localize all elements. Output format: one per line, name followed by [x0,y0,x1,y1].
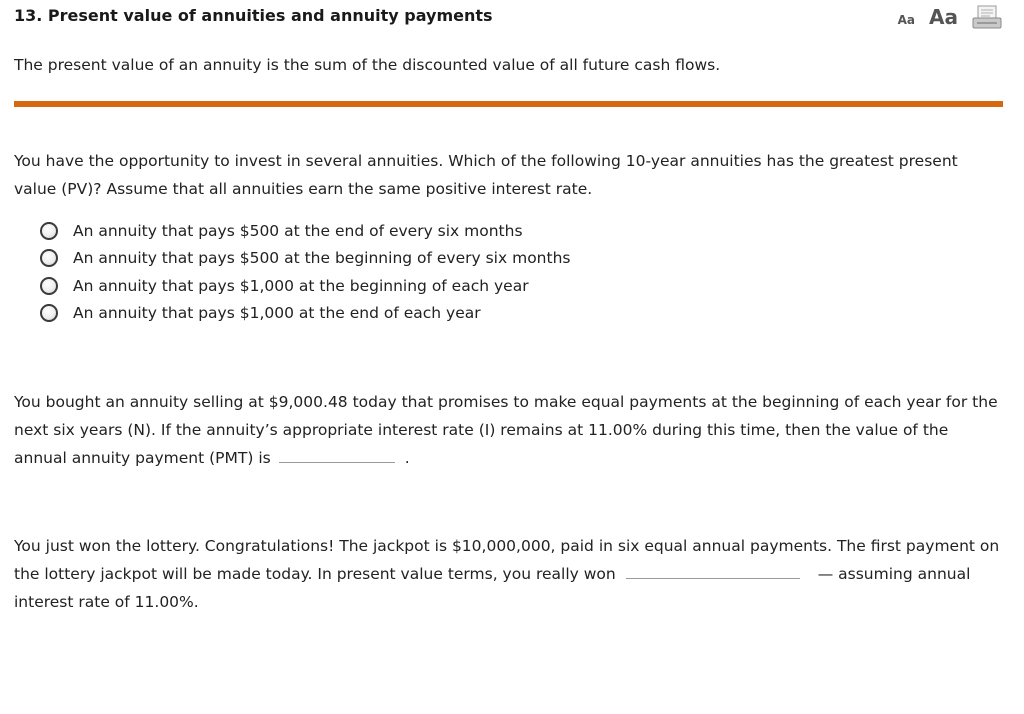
pmt-answer-input[interactable] [279,448,395,463]
radio-button[interactable] [40,304,58,322]
section-divider [14,101,1003,107]
question1-options [40,217,570,327]
lottery-pv-answer-input[interactable] [626,564,800,579]
option-3[interactable] [40,272,570,300]
intro-text: The present value of an annuity is the sum of the discounted value of all future cash flows. [14,56,721,74]
question-title: 13. Present value of annuities and annuity payments [14,6,493,25]
option-label: An annuity that pays $500 at the beginning of every six months [73,249,571,268]
radio-button[interactable] [40,222,58,240]
increase-font-button[interactable]: Aa [929,5,958,29]
option-4[interactable] [40,300,570,328]
radio-button[interactable] [40,249,58,267]
option-label: An annuity that pays $500 at the end of every six months [73,221,523,240]
question2-text: You bought an annuity selling at $9,000.48 today that promises to make equal payments at the beginning of each year for the next six years (N). If the annuity’s appropriate interest rate (I) remains at 11.00% during this time, then the value of the annual annuity payment (PMT) is [14,393,998,467]
question3-trailing-text: — assuming annual interest rate of 11.00%. [14,565,971,611]
option-1[interactable] [40,217,570,245]
question3 [14,532,1004,616]
option-label: An annuity that pays $1,000 at the beginning of each year [73,276,529,295]
question3-text: You just won the lottery. Congratulations! The jackpot is $10,000,000, paid in six equal annual payments. The first payment on the lottery jackpot will be made today. In present value terms, you really won [14,537,1000,583]
decrease-font-button[interactable]: Aa [897,13,916,27]
question2-period: . [404,449,410,467]
toolbar [898,4,1002,30]
option-label: An annuity that pays $1,000 at the end of each year [73,304,481,323]
option-2[interactable] [40,245,570,273]
radio-button[interactable] [40,277,58,295]
question1-prompt: You have the opportunity to invest in several annuities. Which of the following 10-year annuities has the greatest present value (PV)? Assume that all annuities earn the same positive interest rate. [14,152,958,198]
question2 [14,388,1004,472]
print-icon[interactable] [972,4,1002,30]
